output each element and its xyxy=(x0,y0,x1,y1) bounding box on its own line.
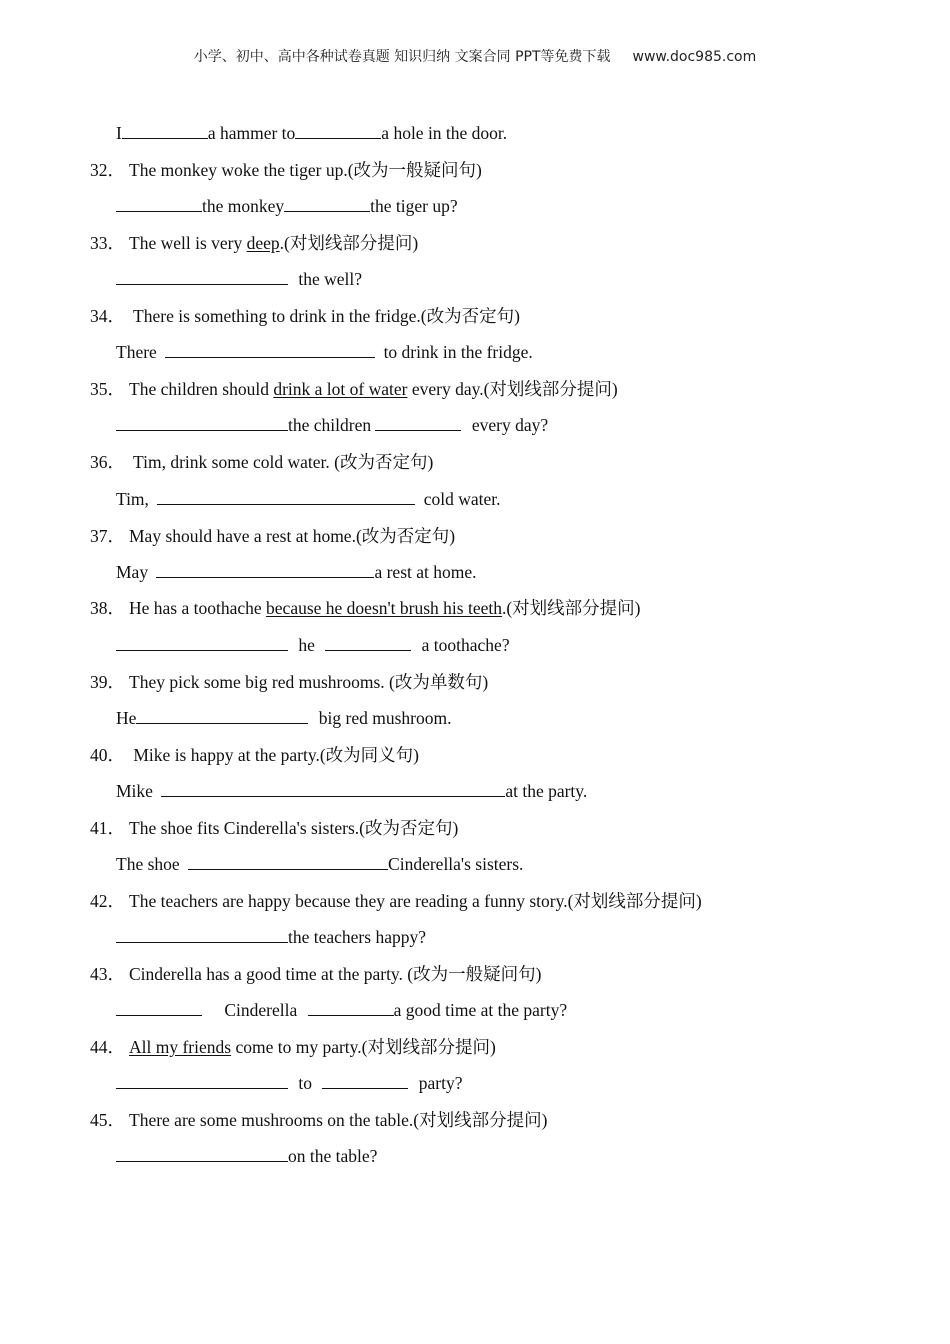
answer-text: There xyxy=(116,342,162,362)
answer-line-39 xyxy=(116,706,451,730)
answer-text: Cinderella xyxy=(220,1000,302,1020)
answer-text: I xyxy=(116,123,122,143)
answer-blank[interactable] xyxy=(116,1144,288,1162)
answer-blank[interactable] xyxy=(165,340,375,358)
answer-blank[interactable] xyxy=(322,1071,408,1089)
question-40 xyxy=(90,743,419,767)
question-number: 42． xyxy=(90,891,125,911)
underlined-text: because he doesn't brush his teeth xyxy=(266,598,502,618)
answer-line-44 xyxy=(116,1071,462,1095)
question-text: every day.(对划线部分提问) xyxy=(407,379,618,399)
answer-blank[interactable] xyxy=(157,487,415,505)
question-44 xyxy=(90,1035,496,1059)
question-text: May should have a rest at home.(改为否定句) xyxy=(129,526,456,546)
question-text: There is something to drink in the fridge.(改为否定句) xyxy=(129,306,520,326)
answer-line-41 xyxy=(116,852,523,876)
underlined-text: All my friends xyxy=(129,1037,232,1057)
answer-blank[interactable] xyxy=(308,998,394,1016)
question-text: Cinderella has a good time at the party. (改为一般疑问句) xyxy=(129,964,542,984)
question-number: 43． xyxy=(90,964,125,984)
answer-line-40 xyxy=(116,779,587,803)
answer-blank[interactable] xyxy=(116,633,288,651)
question-text: Mike is happy at the party.(改为同义句) xyxy=(129,745,419,765)
question-42 xyxy=(90,889,702,913)
answer-line-38 xyxy=(116,633,510,657)
answer-line-31 xyxy=(116,121,507,145)
answer-text: to xyxy=(294,1073,317,1093)
question-number: 41． xyxy=(90,818,125,838)
answer-line-37 xyxy=(116,560,477,584)
answer-blank[interactable] xyxy=(116,998,202,1016)
question-text: .(对划线部分提问) xyxy=(501,598,641,618)
question-number: 44． xyxy=(90,1037,125,1057)
question-number: 39． xyxy=(90,672,125,692)
answer-text: Cinderella's sisters. xyxy=(388,854,524,874)
question-38 xyxy=(90,596,641,620)
question-text: The monkey woke the tiger up.(改为一般疑问句) xyxy=(129,160,482,180)
question-number: 34． xyxy=(90,306,125,326)
answer-text: a toothache? xyxy=(417,635,510,655)
answer-text: May xyxy=(116,562,153,582)
answer-text: on the table? xyxy=(288,1146,378,1166)
answer-blank[interactable] xyxy=(325,633,411,651)
answer-text: a good time at the party? xyxy=(393,1000,568,1020)
answer-text: The shoe xyxy=(116,854,185,874)
answer-text: at the party. xyxy=(505,781,588,801)
question-text: They pick some big red mushrooms. (改为单数句) xyxy=(129,672,489,692)
question-text: The children should xyxy=(129,379,274,399)
question-number: 38． xyxy=(90,598,125,618)
question-number: 37． xyxy=(90,526,125,546)
answer-line-35 xyxy=(116,413,548,437)
answer-blank[interactable] xyxy=(116,1071,288,1089)
question-text: come to my party.(对划线部分提问) xyxy=(231,1037,496,1057)
question-41 xyxy=(90,816,458,840)
answer-blank[interactable] xyxy=(156,560,374,578)
answer-blank[interactable] xyxy=(284,194,370,212)
answer-text: a rest at home. xyxy=(374,562,477,582)
question-text: Tim, drink some cold water. (改为否定句) xyxy=(129,452,434,472)
question-number: 36． xyxy=(90,452,125,472)
answer-line-33 xyxy=(116,267,362,291)
header-url: www.doc985.com xyxy=(632,49,757,65)
question-37 xyxy=(90,524,455,548)
underlined-text: deep xyxy=(246,233,280,253)
answer-text: Tim, xyxy=(116,489,154,509)
question-35 xyxy=(90,377,618,401)
question-34 xyxy=(90,304,520,328)
answer-text: a hole in the door. xyxy=(381,123,508,143)
question-text: The shoe fits Cinderella's sisters.(改为否定句) xyxy=(129,818,459,838)
answer-text: the monkey xyxy=(202,196,285,216)
question-text: The teachers are happy because they are reading a funny story.(对划线部分提问) xyxy=(129,891,702,911)
answer-blank[interactable] xyxy=(116,925,288,943)
answer-blank[interactable] xyxy=(295,121,381,139)
question-text: .(对划线部分提问) xyxy=(279,233,419,253)
question-text: There are some mushrooms on the table.(对划线部分提问) xyxy=(129,1110,548,1130)
answer-line-42 xyxy=(116,925,426,949)
answer-blank[interactable] xyxy=(161,779,505,797)
question-45 xyxy=(90,1108,547,1132)
answer-text: to drink in the fridge. xyxy=(379,342,533,362)
question-number: 40． xyxy=(90,745,125,765)
answer-text: He xyxy=(116,708,137,728)
question-text: He has a toothache xyxy=(129,598,267,618)
answer-blank[interactable] xyxy=(116,267,288,285)
question-number: 32． xyxy=(90,160,125,180)
answer-line-36 xyxy=(116,487,500,511)
question-32 xyxy=(90,158,482,182)
question-number: 33． xyxy=(90,233,125,253)
question-number: 45． xyxy=(90,1110,125,1130)
answer-text: party? xyxy=(414,1073,463,1093)
page-header xyxy=(0,46,950,66)
answer-blank[interactable] xyxy=(116,413,288,431)
answer-line-32 xyxy=(116,194,458,218)
underlined-text: drink a lot of water xyxy=(273,379,408,399)
question-36 xyxy=(90,450,433,474)
answer-blank[interactable] xyxy=(375,413,461,431)
answer-text: the well? xyxy=(294,269,363,289)
answer-text: the teachers happy? xyxy=(288,927,426,947)
answer-line-45 xyxy=(116,1144,377,1168)
answer-line-34 xyxy=(116,340,533,364)
answer-text: Mike xyxy=(116,781,158,801)
answer-text: big red mushroom. xyxy=(314,708,452,728)
question-43 xyxy=(90,962,541,986)
answer-text: the children xyxy=(288,415,376,435)
answer-blank[interactable] xyxy=(136,706,308,724)
answer-line-43 xyxy=(116,998,567,1022)
question-text: The well is very xyxy=(129,233,247,253)
answer-text: the tiger up? xyxy=(370,196,458,216)
answer-text: every day? xyxy=(467,415,549,435)
question-number: 35． xyxy=(90,379,125,399)
answer-blank[interactable] xyxy=(122,121,208,139)
question-33 xyxy=(90,231,418,255)
header-text: 小学、初中、高中各种试卷真题 知识归纳 文案合同 PPT等免费下载 xyxy=(193,49,611,65)
question-39 xyxy=(90,670,488,694)
answer-blank[interactable] xyxy=(188,852,388,870)
answer-text: cold water. xyxy=(419,489,501,509)
answer-blank[interactable] xyxy=(116,194,202,212)
answer-text: he xyxy=(294,635,320,655)
answer-text: a hammer to xyxy=(207,123,296,143)
